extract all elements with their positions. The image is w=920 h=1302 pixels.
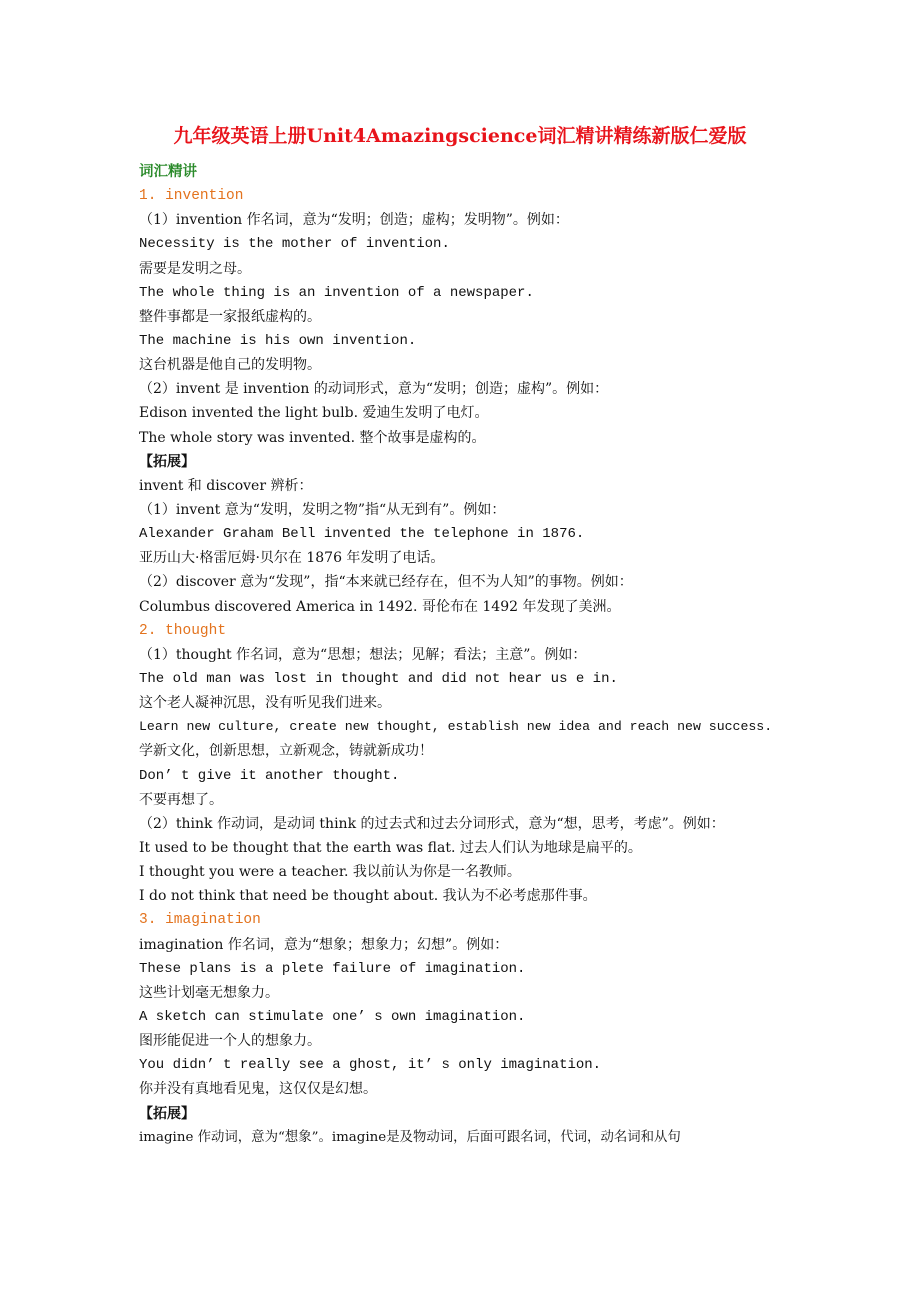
paragraph-line: （1）invent 意为“发明，发明之物”指“从无到有”。例如： — [139, 501, 506, 518]
section-heading: 词汇精讲 — [139, 163, 197, 180]
paragraph-line: （2）discover 意为“发现”，指“本来就已经存在，但不为人知”的事物。例如： — [139, 574, 633, 591]
example-translation: 这个老人凝神沉思，没有听见我们进来。 — [139, 695, 391, 712]
example-sentence: Edison invented the light bulb. 爱迪生发明了电灯。 — [139, 405, 489, 422]
example-sentence: It used to be thought that the earth was flat. 过去人们认为地球是扁平的。 — [139, 839, 642, 856]
paragraph-line: （1）thought 作名词，意为“思想；想法；见解；看法；主意”。例如： — [139, 646, 587, 663]
paragraph-line: invent 和 discover 辨析： — [139, 477, 313, 494]
example-sentence: The old man was lost in thought and did not hear us e in. — [139, 670, 618, 687]
example-translation: 这台机器是他自己的发明物。 — [139, 357, 321, 374]
example-translation: 学新文化，创新思想，立新观念，铸就新成功！ — [139, 743, 433, 760]
example-translation: 你并没有真地看见鬼，这仅仅是幻想。 — [139, 1081, 377, 1098]
paragraph-line: imagine 作动词，意为“想象”。imagine是及物动词，后面可跟名词，代词，动名词和从句 — [139, 1129, 681, 1145]
example-sentence: Learn new culture, create new thought, establish new idea and reach new success. — [139, 719, 773, 735]
document-title: 九年级英语上册Unit4Amazingscience词汇精讲精练新版仁爱版 — [173, 125, 747, 147]
example-sentence: The whole thing is an invention of a newspaper. — [139, 284, 534, 301]
entry-heading-thought: 2. thought — [139, 622, 227, 639]
document-body — [139, 160, 789, 1150]
paragraph-line: （1）invention 作名词，意为“发明；创造；虚构；发明物”。例如： — [139, 212, 569, 229]
paragraph-line: （2）think 作动词，是动词 think 的过去式和过去分词形式，意为“想，思考，考虑”。例如： — [139, 815, 725, 832]
example-translation: 需要是发明之母。 — [139, 260, 251, 277]
example-translation: 整件事都是一家报纸虚构的。 — [139, 308, 321, 325]
example-sentence: Columbus discovered America in 1492. 哥伦布在 1492 年发现了美洲。 — [139, 598, 621, 615]
example-sentence: These plans is a plete failure of imagination. — [139, 960, 526, 977]
example-translation: 图形能促进一个人的想象力。 — [139, 1033, 321, 1050]
example-sentence: I do not think that need be thought about. 我认为不必考虑那件事。 — [139, 888, 597, 905]
entry-heading-imagination: 3. imagination — [139, 912, 261, 929]
expansion-label: 【拓展】 — [139, 1105, 195, 1122]
example-sentence: Don’ t give it another thought. — [139, 767, 400, 784]
example-translation: 亚历山大·格雷厄姆·贝尔在 1876 年发明了电话。 — [139, 550, 445, 567]
example-sentence: Alexander Graham Bell invented the telephone in 1876. — [139, 526, 585, 543]
example-sentence: A sketch can stimulate one’ s own imagination. — [139, 1008, 526, 1025]
expansion-label: 【拓展】 — [139, 453, 195, 470]
example-sentence: You didn’ t really see a ghost, it’ s only imagination. — [139, 1057, 602, 1074]
entry-heading-invention: 1. invention — [139, 188, 244, 205]
example-sentence: The whole story was invented. 整个故事是虚构的。 — [139, 429, 486, 446]
example-sentence: Necessity is the mother of invention. — [139, 236, 450, 253]
example-translation: 不要再想了。 — [139, 791, 223, 808]
paragraph-line: imagination 作名词，意为“想象；想象力；幻想”。例如： — [139, 936, 509, 953]
paragraph-line: （2）invent 是 invention 的动词形式，意为“发明；创造；虚构”。例如： — [139, 381, 609, 398]
example-translation: 这些计划毫无想象力。 — [139, 984, 279, 1001]
example-sentence: The machine is his own invention. — [139, 332, 417, 349]
example-sentence: I thought you were a teacher. 我以前认为你是一名教师。 — [139, 864, 521, 881]
